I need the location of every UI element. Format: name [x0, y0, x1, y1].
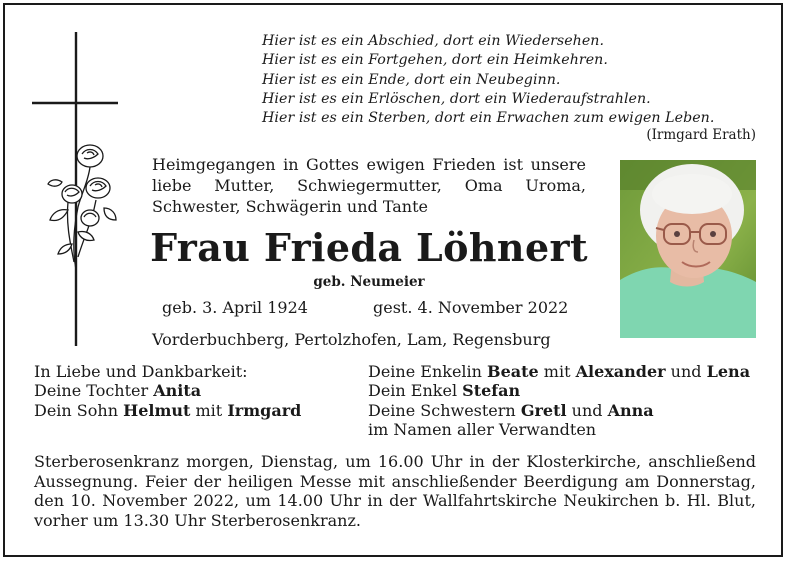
poem-line: Hier ist es ein Abschied, dort ein Wiedersehen. [262, 33, 605, 49]
mourner-line: In Liebe und Dankbarkeit: [34, 362, 248, 381]
portrait-photo [620, 160, 756, 338]
poem-line: Hier ist es ein Fortgehen, dort ein Heimkehren. [262, 52, 608, 69]
poem-line: Hier ist es ein Erlöschen, dort ein Wiederaufstrahlen. [262, 90, 651, 107]
funeral-notice: Sterberosenkranz morgen, Dienstag, um 16.00 Uhr in der Klosterkirche, anschließend Aussegnung. Feier der heiligen Messe mit anschließender Beerdigung am Donnerstag, den 10. November 2022, um 14.00 Uhr in der Wallfahrtskirche Neukirchen b. Hl. Blut, vorher um 13.30 Uhr Sterberosenkranz. [34, 452, 756, 530]
poem-author: (Irmgard Erath) [646, 127, 756, 143]
cross-with-roses-icon [32, 32, 122, 346]
poem-line: Hier ist es ein Ende, dort ein Neubeginn. [262, 71, 561, 88]
maiden-name: geb. Neumeier [313, 274, 425, 290]
poem-line: Hier ist es ein Sterben, dort ein Erwachen zum ewigen Leben. [262, 110, 715, 127]
mourner-line: Deine Tochter Anita [34, 381, 202, 401]
places: Vorderbuchberg, Pertolzhofen, Lam, Regensburg [152, 330, 551, 349]
mourner-line: Deine Enkelin Beate mit Alexander und Lena [368, 362, 751, 381]
death-date: gest. 4. November 2022 [373, 298, 569, 317]
poem [262, 32, 756, 128]
mourner-line: Dein Enkel Stefan [368, 381, 521, 401]
birth-date: geb. 3. April 1924 [162, 298, 308, 317]
mourner-line: Deine Schwestern Gretl und Anna [368, 400, 654, 420]
intro-text: Heimgegangen in Gottes ewigen Frieden ist unsere liebe Mutter, Schwiegermutter, Oma Uroma, Schwester, Schwägerin und Tante [152, 155, 586, 216]
mourners-left [34, 362, 354, 420]
deceased-name: Frau Frieda Löhnert [150, 225, 588, 270]
mourners-right [368, 362, 758, 439]
mourner-line: im Namen aller Verwandten [368, 419, 597, 439]
mourner-line: Dein Sohn Helmut mit Irmgard [34, 400, 302, 420]
